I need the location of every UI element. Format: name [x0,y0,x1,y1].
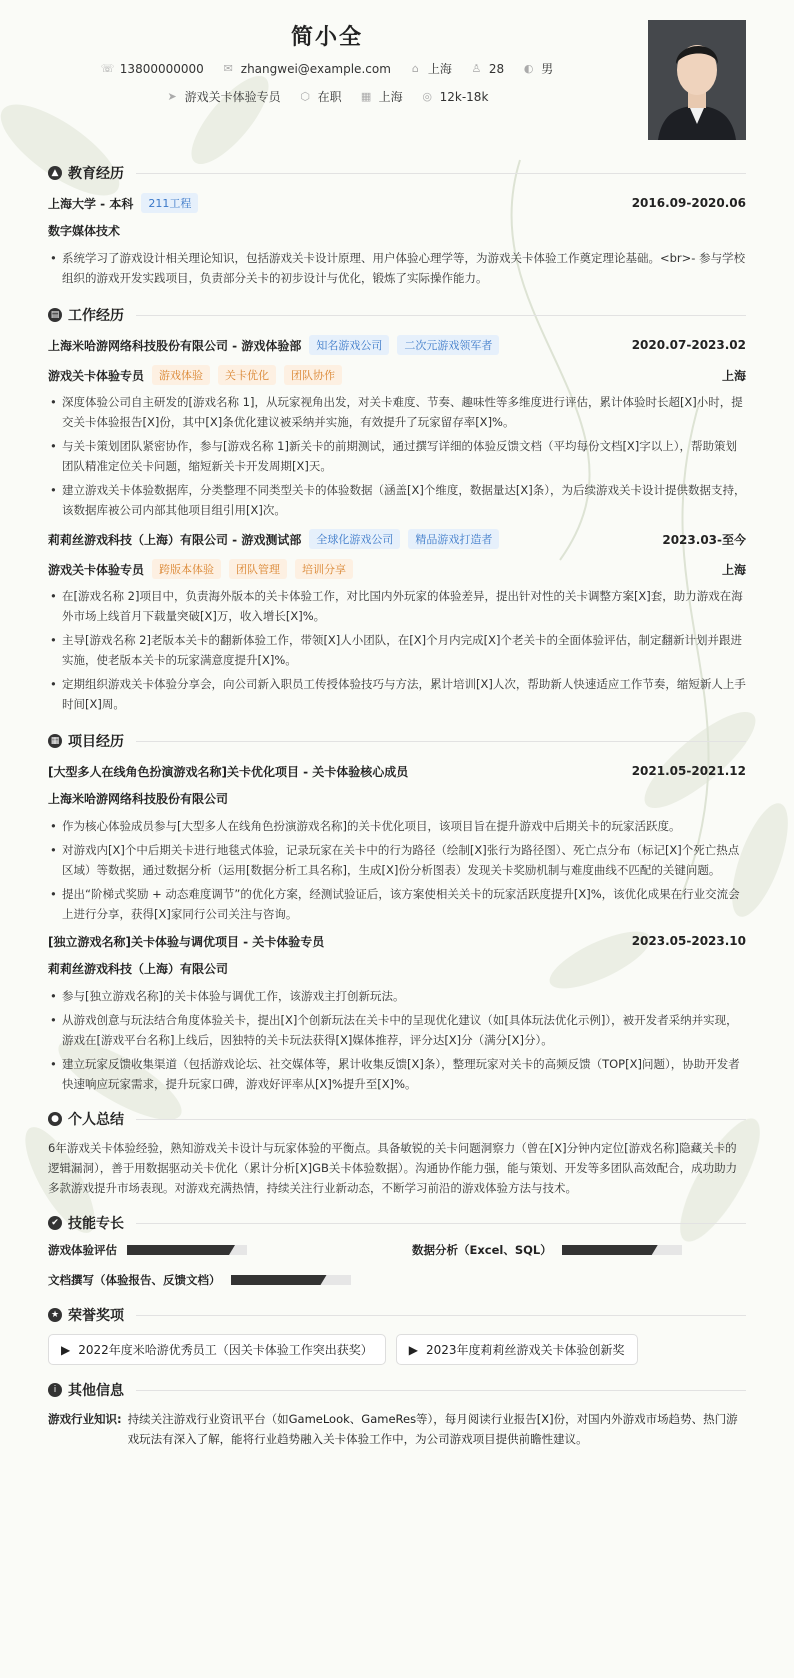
divider [136,741,746,742]
projects-header [48,728,746,754]
education-header [48,160,746,186]
grid-icon: ▦ [48,734,62,748]
person-icon: ● [48,1112,62,1126]
divider [136,1223,746,1224]
job-city: 上海 [721,562,746,577]
briefcase-icon: ▤ [48,308,62,322]
job-city: 上海 [721,368,746,383]
skill-bar [127,1245,247,1255]
project-bullets [48,816,746,924]
list-item: • 与关卡策划团队紧密协作，参与[游戏名称 1]新关卡的前期测试，通过撰写详细的体验反馈文档（平均每份文档[X]字以上），帮助策划团队精准定位关卡问题，缩短新关卡开发周期[X]天。 [48,436,746,476]
section-title: 荣誉奖项 [68,1308,124,1324]
project-entry [48,760,746,924]
list-item: • 作为核心体验成员参与[大型多人在线角色扮演游戏名称]的关卡优化项目，该项目旨在提升游戏中后期关卡的玩家活跃度。 [48,816,746,836]
position-tag: 关卡优化 [218,365,276,385]
project-company: 莉莉丝游戏科技（上海）有限公司 [48,962,229,976]
section-title: 教育经历 [68,166,124,182]
position-name: 游戏关卡体验专员 [48,368,145,383]
salary-text: 12k-18k [439,89,489,104]
skill-name: 文档撰写（体验报告、反馈文档） [48,1273,221,1287]
job-info [166,88,281,105]
awards-header [48,1302,746,1328]
education-bullets [48,248,746,288]
graduation-cap-icon: ▲ [48,166,62,180]
summary-text: 6年游戏关卡体验经验，熟知游戏关卡设计与玩家体验的平衡点。具备敏锐的关卡问题洞察力（曾在[X]分钟内定位[游戏名称]隐藏关卡的逻辑漏洞），善于用数据驱动关卡优化（累计分析[X]GB关卡体验数据）。沟通协作能力强，能与策划、开发等多团队高效配合，成功助力多款游戏提升市场表现。对游戏充满热情，持续关注行业新动态，不断学习前沿的游戏体验方法与技术。 [48,1141,738,1195]
summary-header [48,1106,746,1132]
skill-name: 游戏体验评估 [48,1243,117,1257]
company-tag: 二次元游戏领军者 [397,335,499,355]
skills-list [48,1242,746,1288]
skills-section [48,1210,746,1288]
skill-bar [231,1275,351,1285]
job-position-row [48,558,746,580]
city-info [360,88,403,105]
home-icon: ⌂ [411,62,419,75]
job-company-row [48,334,746,356]
email-text: zhangwei@example.com [240,61,391,76]
work-section [48,302,746,714]
company-name: 莉莉丝游戏科技（上海）有限公司 - 游戏测试部 [48,532,302,547]
list-item: • 建立玩家反馈收集渠道（包括游戏论坛、社交媒体等，累计收集反馈[X]条），整理玩家对关卡的高频反馈（TOP[X]问题），协助开发者快速响应玩家需求，提升玩家口碑，游戏好评率从[X]%提升至[X]%。 [48,1054,746,1094]
job-row [48,88,606,105]
divider [136,173,746,174]
other-info-row [48,1409,746,1449]
company-tag: 全球化游戏公司 [309,529,400,549]
play-icon: ▶ [61,1342,71,1357]
job-entry [48,528,746,714]
gender-icon: ◐ [523,62,534,75]
phone-text: 13800000000 [119,61,204,76]
send-icon: ➤ [167,90,177,103]
phone-icon: ☏ [100,62,115,75]
award-text: 2022年度米哈游优秀员工（因关卡体验工作突出获奖） [78,1343,373,1357]
list-item: • 深度体验公司自主研发的[游戏名称 1]，从玩家视角出发，对关卡难度、节奏、趣味性等多维度进行评估，累计体验时长超[X]小时，提交关卡体验报告[X]份，其中[X]条优化建议被采纳并实施，有效提升了玩家留存率[X]%。 [48,392,746,432]
list-item: • 对游戏内[X]个中后期关卡进行地毯式体验，记录玩家在关卡中的行为路径（绘制[X]张行为路径图）、死亡点分布（标记[X]个死亡热点区域）等数据，通过数据分析（运用[数据分析工具名称]，生成[X]份分析图表）发现关卡奖励机制与难度曲线不匹配的关键问题。 [48,840,746,880]
major: 数字媒体技术 [48,224,121,238]
divider [136,315,746,316]
project-entry [48,930,746,1094]
building-icon: ▦ [360,90,372,103]
gender-text: 男 [541,62,554,76]
resume-header [48,0,746,150]
other-key: 游戏行业知识: [48,1412,122,1426]
skill-bar-fill [231,1275,327,1285]
school-tag: 211工程 [141,193,198,213]
school-name: 上海大学 - 本科 [48,196,134,211]
location-text: 上海 [427,62,452,76]
project-date: 2023.05-2023.10 [631,934,746,948]
position-tag: 团队协作 [284,365,342,385]
status-info [299,88,342,105]
contact-row [48,60,606,77]
award-item [48,1334,386,1365]
profile-photo [648,20,746,140]
position-tag: 跨版本体验 [152,559,221,579]
award-text: 2023年度莉莉丝游戏关卡体验创新奖 [426,1343,625,1357]
project-company: 上海米哈游网络科技股份有限公司 [48,792,229,806]
other-header [48,1377,746,1403]
education-entry [48,192,746,214]
city-text: 上海 [378,90,403,104]
divider [136,1315,746,1316]
education-section [48,160,746,288]
other-section [48,1377,746,1449]
job-position-row [48,364,746,386]
job-target-text: 游戏关卡体验专员 [184,90,281,104]
candidate-name: 简小全 [290,25,363,50]
job-date: 2023.03-至今 [662,532,746,547]
divider [136,1119,746,1120]
section-title: 项目经历 [68,734,124,750]
play-icon: ▶ [408,1342,419,1357]
summary-section [48,1106,746,1198]
skill-bar [562,1245,682,1255]
project-title-row [48,760,746,782]
awards-section [48,1302,746,1365]
gender-info [522,60,553,77]
skill-bar-fill [127,1245,235,1255]
skill-bar-fill [562,1245,658,1255]
list-item: • 建立游戏关卡体验数据库，分类整理不同类型关卡的体验数据（涵盖[X]个维度，数据量达[X]条），为后续游戏关卡设计提供数据支持，该数据库被公司内部其他项目组引用[X]次。 [48,480,746,520]
job-bullets [48,392,746,520]
thumbs-up-icon: ✔ [48,1216,62,1230]
location-info [409,60,452,77]
awards-list [48,1334,746,1365]
person-icon: ♙ [471,62,482,75]
list-item: • 在[游戏名称 2]项目中，负责海外版本的关卡体验工作，对比国内外玩家的体验差异，提出针对性的关卡调整方案[X]套，助力游戏在海外市场上线首月下载量突破[X]万，收入增长[X]%。 [48,586,746,626]
project-name: [独立游戏名称]关卡体验与调优项目 - 关卡体验专员 [48,934,325,949]
job-company-row [48,528,746,550]
list-item: • 系统学习了游戏设计相关理论知识，包括游戏关卡设计原理、用户体验心理学等，为游戏关卡体验工作奠定理论基础。<br>- 参与学校组织的游戏开发实践项目，负责部分关卡的初步设计与优化，锻炼了实际操作能力。 [48,248,746,288]
skill-item [48,1272,382,1288]
section-title: 个人总结 [68,1112,124,1128]
mail-icon: ✉ [223,62,233,75]
salary-info [421,88,489,105]
position-tag: 团队管理 [229,559,287,579]
skill-name: 数据分析（Excel、SQL） [412,1243,552,1257]
project-title-row [48,930,746,952]
money-icon: ◎ [422,90,432,103]
skill-item [48,1242,382,1258]
section-title: 其他信息 [68,1383,124,1399]
other-value: 持续关注游戏行业资讯平台（如GameLook、GameRes等），每月阅读行业报告[X]份，对国内外游戏市场趋势、热门游戏玩法有深入了解，能将行业趋势融入关卡体验工作中，为公司游戏项目提供前瞻性建议。 [127,1412,738,1446]
list-item: • 定期组织游戏关卡体验分享会，向公司新入职员工传授体验技巧与方法，累计培训[X]人次，帮助新人快速适应工作节奏，缩短新人上手时间[X]周。 [48,674,746,714]
work-header [48,302,746,328]
job-entry [48,334,746,520]
education-date: 2016.09-2020.06 [631,196,746,210]
list-item: • 参与[独立游戏名称]的关卡体验与调优工作，该游戏主打创新玩法。 [48,986,746,1006]
status-icon: ⬡ [300,90,310,103]
project-date: 2021.05-2021.12 [631,764,746,778]
list-item: • 主导[游戏名称 2]老版本关卡的翻新体验工作，带领[X]人小团队，在[X]个月内完成[X]个老关卡的全面体验评估，制定翻新计划并跟进实施，使老版本关卡的玩家满意度提升[X]%。 [48,630,746,670]
email-info [222,60,391,77]
projects-section [48,728,746,1094]
position-name: 游戏关卡体验专员 [48,562,145,577]
divider [136,1390,746,1391]
age-info [470,60,504,77]
position-tag: 游戏体验 [152,365,210,385]
job-date: 2020.07-2023.02 [631,338,746,352]
phone-info [101,60,204,77]
medal-icon: ★ [48,1308,62,1322]
award-item [396,1334,638,1365]
project-name: [大型多人在线角色扮演游戏名称]关卡优化项目 - 关卡体验核心成员 [48,764,409,779]
company-name: 上海米哈游网络科技股份有限公司 - 游戏体验部 [48,338,302,353]
list-item: • 从游戏创意与玩法结合角度体验关卡，提出[X]个创新玩法在关卡中的呈现优化建议（如[具体玩法优化示例]），被开发者采纳并实现，游戏在[游戏平台名称]上线后，因独特的关卡玩法获得[X]媒体推荐，评分达[X]分（满分[X]分）。 [48,1010,746,1050]
job-bullets [48,586,746,714]
skill-item [412,1242,746,1258]
project-bullets [48,986,746,1094]
position-tag: 培训分享 [295,559,353,579]
skills-header [48,1210,746,1236]
company-tag: 知名游戏公司 [309,335,389,355]
list-item: • 提出“阶梯式奖励 + 动态难度调节”的优化方案，经测试验证后，该方案使相关关卡的玩家活跃度提升[X]%，该优化成果在行业交流会上进行分享，获得[X]家同行公司关注与咨询。 [48,884,746,924]
status-text: 在职 [317,90,342,104]
age-text: 28 [488,61,505,76]
info-icon: i [48,1383,62,1397]
section-title: 工作经历 [68,308,124,324]
section-title: 技能专长 [68,1216,124,1232]
company-tag: 精品游戏打造者 [408,529,499,549]
